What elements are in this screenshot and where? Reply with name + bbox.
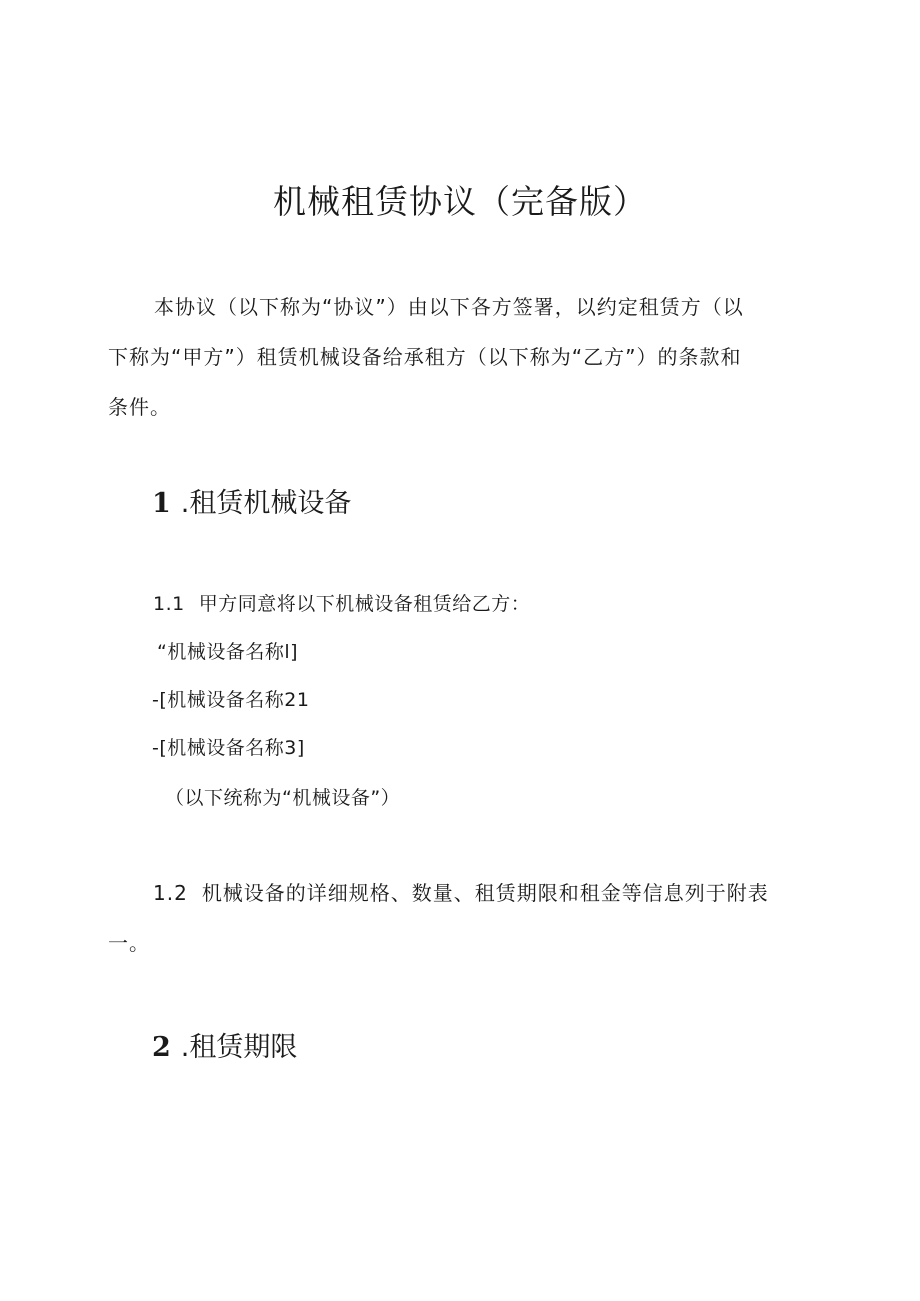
intro-paragraph [108,282,808,432]
clause-text: 机械设备的详细规格、数量、租赁期限和租金等信息列于附表 [201,881,769,905]
section-heading-1 [152,484,351,524]
section-number: 1 [152,488,171,519]
intro-line: 条件。 [108,395,171,419]
clause-1-2 [108,868,808,968]
clause-1-1 [153,580,530,628]
clause-number: 1.2 [153,881,188,905]
equipment-item: -[机械设备名称3] [152,737,305,759]
section-number: 2 [152,1032,171,1063]
clause-line: 一。 [108,931,150,955]
document-title: 机械租赁协议（完备版） [273,182,647,221]
section-title: .租赁机械设备 [180,488,352,519]
collective-name-note: （以下统称为“机械设备”） [165,787,401,809]
equipment-item: -[机械设备名称21 [152,689,310,711]
clause-line [108,868,808,918]
section-heading-2 [152,1028,297,1068]
clause-number: 1.1 [153,593,185,615]
clause-text: 甲方同意将以下机械设备租赁给乙方： [198,593,531,615]
section-title: .租赁期限 [180,1032,298,1063]
equipment-item: “机械设备名称l] [157,641,299,663]
intro-line: 下称为“甲方”）租赁机械设备给承租方（以下称为“乙方”）的条款和 [108,345,742,369]
intro-line: 本协议（以下称为“协议”）由以下各方签署，以约定租赁方（以 [154,295,744,319]
